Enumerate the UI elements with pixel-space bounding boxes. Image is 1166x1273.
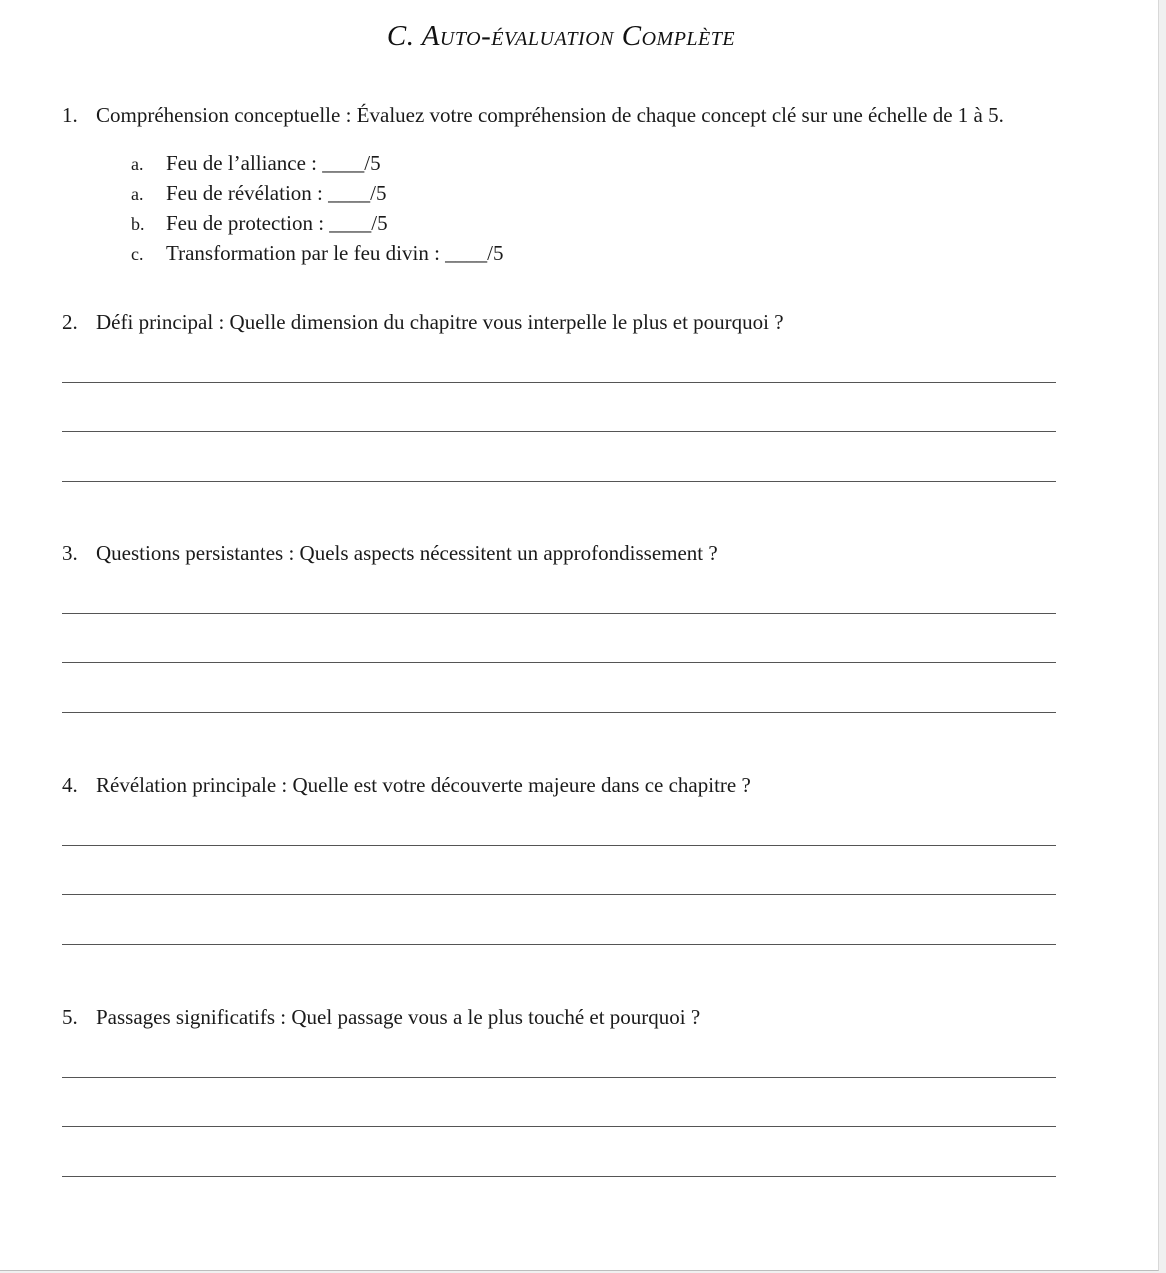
answer-line[interactable] (62, 894, 1056, 895)
question-3 (62, 539, 718, 567)
page-title: C. Auto-évaluation Complète (386, 20, 736, 52)
question-number: 1. (62, 103, 78, 127)
answer-line[interactable] (62, 382, 1056, 383)
answer-line[interactable] (62, 1176, 1056, 1177)
answer-line[interactable] (62, 1077, 1056, 1078)
question-text: Questions persistantes : Quels aspects nécessitent un approfondissement ? (96, 541, 718, 565)
answer-line[interactable] (62, 613, 1056, 614)
item-letter: b. (131, 214, 145, 234)
answer-line[interactable] (62, 845, 1056, 846)
question-text: Défi principal : Quelle dimension du chapitre vous interpelle le plus et pourquoi ? (96, 310, 784, 334)
item-text: Transformation par le feu divin : ____/5 (166, 241, 504, 265)
question-5 (62, 1003, 700, 1031)
item-text: Feu de l’alliance : ____/5 (166, 151, 381, 175)
question-number: 2. (62, 310, 78, 334)
question-text: Passages significatifs : Quel passage vous a le plus touché et pourquoi ? (96, 1005, 701, 1029)
answer-line[interactable] (62, 431, 1056, 432)
question-number: 5. (62, 1005, 78, 1029)
answer-line[interactable] (62, 481, 1056, 482)
rating-item-protection (131, 209, 388, 238)
question-number: 4. (62, 773, 78, 797)
item-letter: a. (131, 184, 144, 204)
answer-line[interactable] (62, 1126, 1056, 1127)
rating-item-revelation (131, 179, 386, 208)
question-1 (62, 101, 1004, 129)
rating-item-transformation (131, 239, 504, 268)
question-text: Révélation principale : Quelle est votre découverte majeure dans ce chapitre ? (96, 773, 751, 797)
answer-line[interactable] (62, 712, 1056, 713)
question-text: Compréhension conceptuelle : Évaluez votre compréhension de chaque concept clé sur une échelle de 1 à 5. (96, 103, 1004, 127)
item-letter: a. (131, 154, 144, 174)
answer-line[interactable] (62, 944, 1056, 945)
item-text: Feu de protection : ____/5 (166, 211, 388, 235)
item-text: Feu de révélation : ____/5 (166, 181, 387, 205)
answer-line[interactable] (62, 662, 1056, 663)
question-2 (62, 308, 784, 336)
question-4 (62, 771, 751, 799)
rating-item-alliance (131, 149, 381, 178)
item-letter: c. (131, 244, 144, 264)
question-number: 3. (62, 541, 78, 565)
